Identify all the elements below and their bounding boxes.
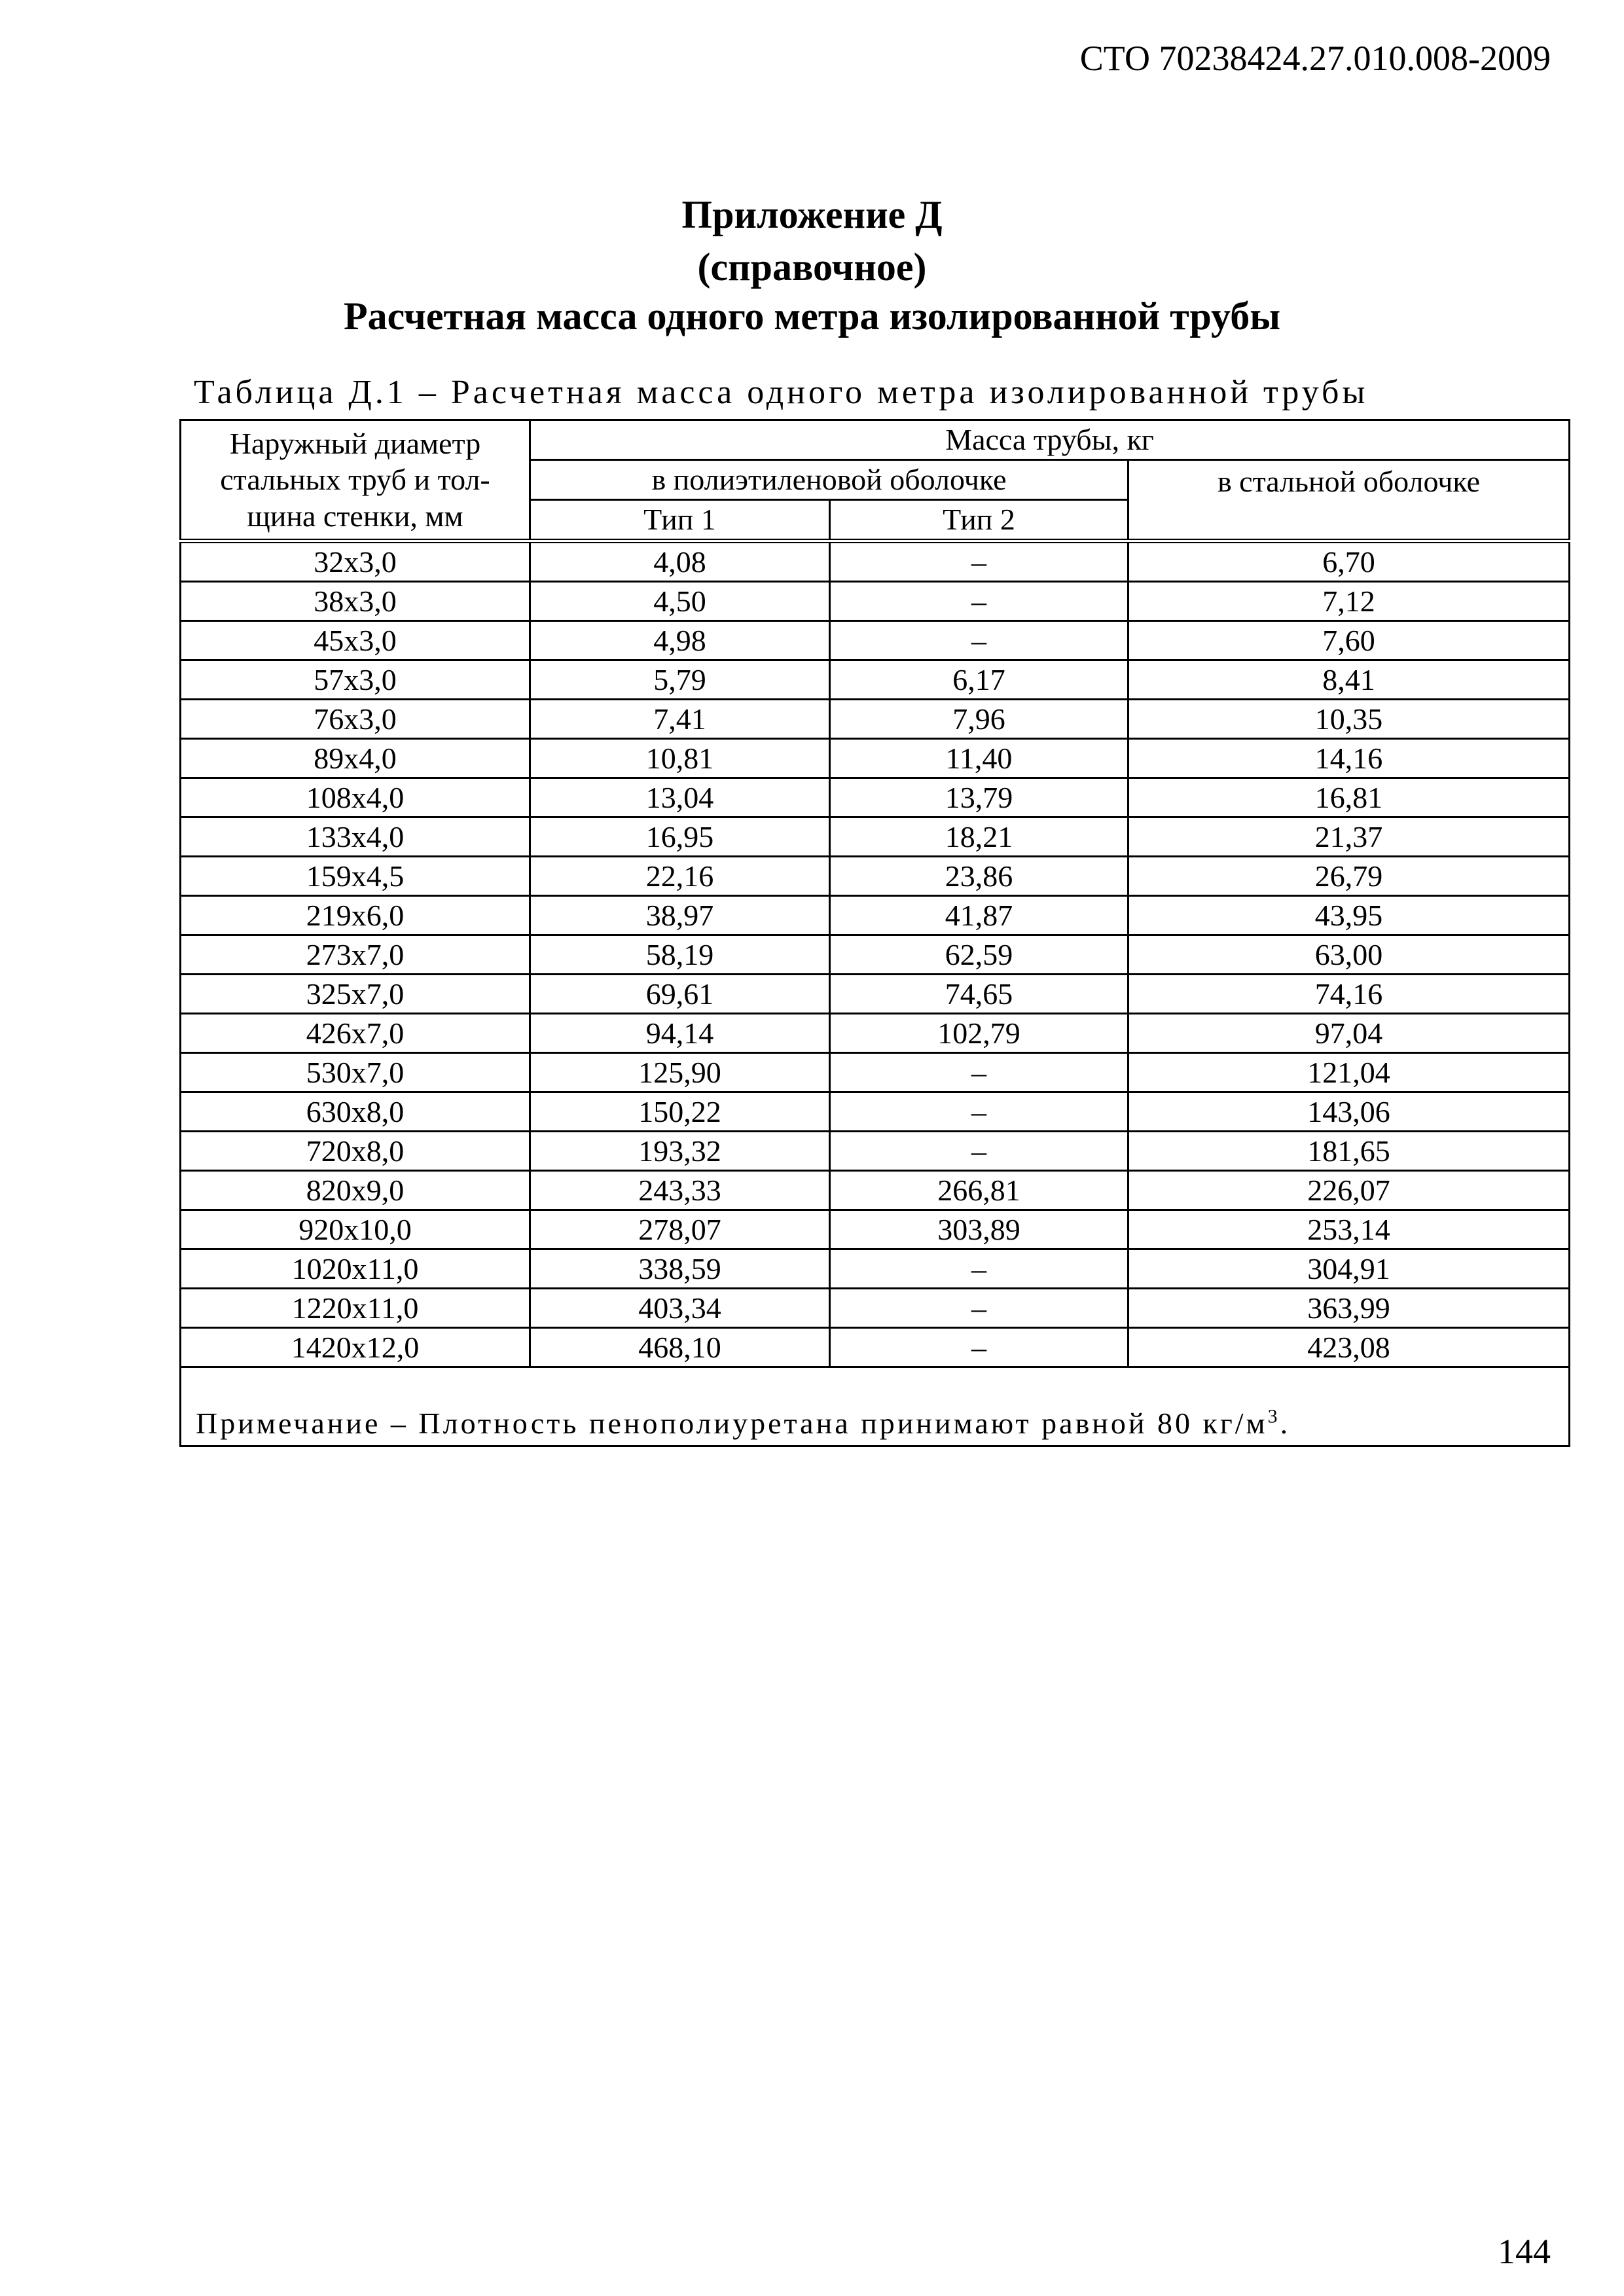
cell-poly-type2: – xyxy=(830,582,1128,621)
page-number: 144 xyxy=(1498,2232,1551,2271)
cell-steel: 16,81 xyxy=(1128,778,1570,817)
table-row xyxy=(181,1132,1570,1171)
cell-diameter: 1220х11,0 xyxy=(181,1289,530,1328)
cell-steel: 6,70 xyxy=(1128,541,1570,582)
table-row xyxy=(181,1053,1570,1092)
cell-diameter: 325х7,0 xyxy=(181,975,530,1014)
cell-steel: 74,16 xyxy=(1128,975,1570,1014)
note-superscript: 3 xyxy=(1267,1405,1280,1427)
cell-poly-type1: 38,97 xyxy=(530,896,830,935)
table-row xyxy=(181,975,1570,1014)
appendix-status: (справочное) xyxy=(697,245,927,289)
table-caption: Таблица Д.1 – Расчетная масса одного метра изолированной трубы xyxy=(194,374,1369,411)
cell-poly-type1: 193,32 xyxy=(530,1132,830,1171)
cell-steel: 253,14 xyxy=(1128,1210,1570,1249)
cell-steel: 423,08 xyxy=(1128,1328,1570,1367)
table-row xyxy=(181,896,1570,935)
cell-poly-type1: 338,59 xyxy=(530,1249,830,1289)
cell-poly-type1: 13,04 xyxy=(530,778,830,817)
cell-steel: 43,95 xyxy=(1128,896,1570,935)
cell-poly-type2: – xyxy=(830,621,1128,660)
cell-steel: 8,41 xyxy=(1128,660,1570,700)
cell-diameter: 108х4,0 xyxy=(181,778,530,817)
cell-diameter: 720х8,0 xyxy=(181,1132,530,1171)
cell-steel: 21,37 xyxy=(1128,817,1570,857)
table-row xyxy=(181,778,1570,817)
cell-steel: 26,79 xyxy=(1128,857,1570,896)
cell-poly-type2: 266,81 xyxy=(830,1171,1128,1210)
cell-poly-type1: 278,07 xyxy=(530,1210,830,1249)
cell-steel: 363,99 xyxy=(1128,1289,1570,1328)
cell-steel: 10,35 xyxy=(1128,700,1570,739)
cell-poly-type2: 74,65 xyxy=(830,975,1128,1014)
table-note xyxy=(181,1367,1570,1446)
table-row xyxy=(181,541,1570,582)
cell-diameter: 38х3,0 xyxy=(181,582,530,621)
header-mass: Масса трубы, кг xyxy=(530,420,1570,460)
cell-poly-type2: 62,59 xyxy=(830,935,1128,975)
cell-poly-type2: – xyxy=(830,1132,1128,1171)
table-row xyxy=(181,1249,1570,1289)
cell-poly-type2: 102,79 xyxy=(830,1014,1128,1053)
appendix-title: Приложение Д xyxy=(681,193,943,236)
cell-poly-type2: 6,17 xyxy=(830,660,1128,700)
cell-poly-type1: 22,16 xyxy=(530,857,830,896)
table-row xyxy=(181,857,1570,896)
table-body xyxy=(181,541,1570,1367)
cell-diameter: 530х7,0 xyxy=(181,1053,530,1092)
cell-steel: 7,60 xyxy=(1128,621,1570,660)
cell-poly-type1: 150,22 xyxy=(530,1092,830,1132)
table-row xyxy=(181,817,1570,857)
cell-poly-type2: – xyxy=(830,1249,1128,1289)
header-diameter xyxy=(181,420,530,541)
cell-poly-type2: 303,89 xyxy=(830,1210,1128,1249)
cell-poly-type1: 10,81 xyxy=(530,739,830,778)
cell-steel: 14,16 xyxy=(1128,739,1570,778)
table-row xyxy=(181,700,1570,739)
cell-steel: 97,04 xyxy=(1128,1014,1570,1053)
cell-steel: 63,00 xyxy=(1128,935,1570,975)
cell-poly-type1: 468,10 xyxy=(530,1328,830,1367)
cell-poly-type1: 4,98 xyxy=(530,621,830,660)
header-type2: Тип 2 xyxy=(830,500,1128,541)
table-row xyxy=(181,1171,1570,1210)
cell-poly-type1: 5,79 xyxy=(530,660,830,700)
cell-poly-type1: 69,61 xyxy=(530,975,830,1014)
cell-diameter: 57х3,0 xyxy=(181,660,530,700)
table-row xyxy=(181,1092,1570,1132)
cell-diameter: 920х10,0 xyxy=(181,1210,530,1249)
table-row xyxy=(181,935,1570,975)
cell-diameter: 76х3,0 xyxy=(181,700,530,739)
cell-poly-type1: 4,50 xyxy=(530,582,830,621)
header-polyethylene: в полиэтиленовой оболочке xyxy=(530,460,1128,500)
cell-poly-type2: – xyxy=(830,1092,1128,1132)
table-row xyxy=(181,660,1570,700)
cell-poly-type2: 23,86 xyxy=(830,857,1128,896)
header-type1: Тип 1 xyxy=(530,500,830,541)
cell-poly-type2: – xyxy=(830,541,1128,582)
cell-diameter: 45х3,0 xyxy=(181,621,530,660)
cell-poly-type2: 7,96 xyxy=(830,700,1128,739)
header-diameter-line: щина стенки, мм xyxy=(247,499,463,533)
cell-diameter: 159х4,5 xyxy=(181,857,530,896)
cell-poly-type2: 18,21 xyxy=(830,817,1128,857)
cell-diameter: 89х4,0 xyxy=(181,739,530,778)
cell-diameter: 820х9,0 xyxy=(181,1171,530,1210)
header-diameter-line: Наружный диаметр xyxy=(229,427,481,461)
cell-diameter: 219х6,0 xyxy=(181,896,530,935)
table-row xyxy=(181,582,1570,621)
cell-steel: 143,06 xyxy=(1128,1092,1570,1132)
pipe-mass-table xyxy=(179,419,1570,1447)
cell-steel: 121,04 xyxy=(1128,1053,1570,1092)
cell-diameter: 32х3,0 xyxy=(181,541,530,582)
cell-poly-type1: 16,95 xyxy=(530,817,830,857)
cell-poly-type1: 125,90 xyxy=(530,1053,830,1092)
cell-poly-type2: 41,87 xyxy=(830,896,1128,935)
cell-poly-type1: 58,19 xyxy=(530,935,830,975)
cell-poly-type2: – xyxy=(830,1289,1128,1328)
cell-poly-type2: – xyxy=(830,1053,1128,1092)
cell-poly-type1: 4,08 xyxy=(530,541,830,582)
appendix-subject: Расчетная масса одного метра изолированной трубы xyxy=(343,295,1281,338)
cell-steel: 181,65 xyxy=(1128,1132,1570,1171)
table-row xyxy=(181,1328,1570,1367)
header-steel: в стальной оболочке xyxy=(1128,460,1570,541)
header-diameter-line: стальных труб и тол- xyxy=(220,463,490,497)
cell-poly-type2: – xyxy=(830,1328,1128,1367)
table-row xyxy=(181,739,1570,778)
cell-diameter: 426х7,0 xyxy=(181,1014,530,1053)
table-row xyxy=(181,1289,1570,1328)
cell-diameter: 133х4,0 xyxy=(181,817,530,857)
cell-diameter: 1020х11,0 xyxy=(181,1249,530,1289)
cell-poly-type1: 403,34 xyxy=(530,1289,830,1328)
cell-poly-type1: 243,33 xyxy=(530,1171,830,1210)
cell-diameter: 273х7,0 xyxy=(181,935,530,975)
table-row xyxy=(181,1210,1570,1249)
cell-diameter: 630х8,0 xyxy=(181,1092,530,1132)
cell-poly-type2: 13,79 xyxy=(830,778,1128,817)
cell-steel: 7,12 xyxy=(1128,582,1570,621)
cell-steel: 304,91 xyxy=(1128,1249,1570,1289)
note-text: Примечание – Плотность пенополиуретана принимают равной 80 кг/м xyxy=(196,1406,1268,1440)
cell-poly-type1: 94,14 xyxy=(530,1014,830,1053)
table-row xyxy=(181,1014,1570,1053)
cell-diameter: 1420х12,0 xyxy=(181,1328,530,1367)
cell-poly-type1: 7,41 xyxy=(530,700,830,739)
table-row xyxy=(181,621,1570,660)
cell-steel: 226,07 xyxy=(1128,1171,1570,1210)
note-end: . xyxy=(1280,1406,1291,1440)
cell-poly-type2: 11,40 xyxy=(830,739,1128,778)
document-code: СТО 70238424.27.010.008-2009 xyxy=(1079,39,1551,78)
